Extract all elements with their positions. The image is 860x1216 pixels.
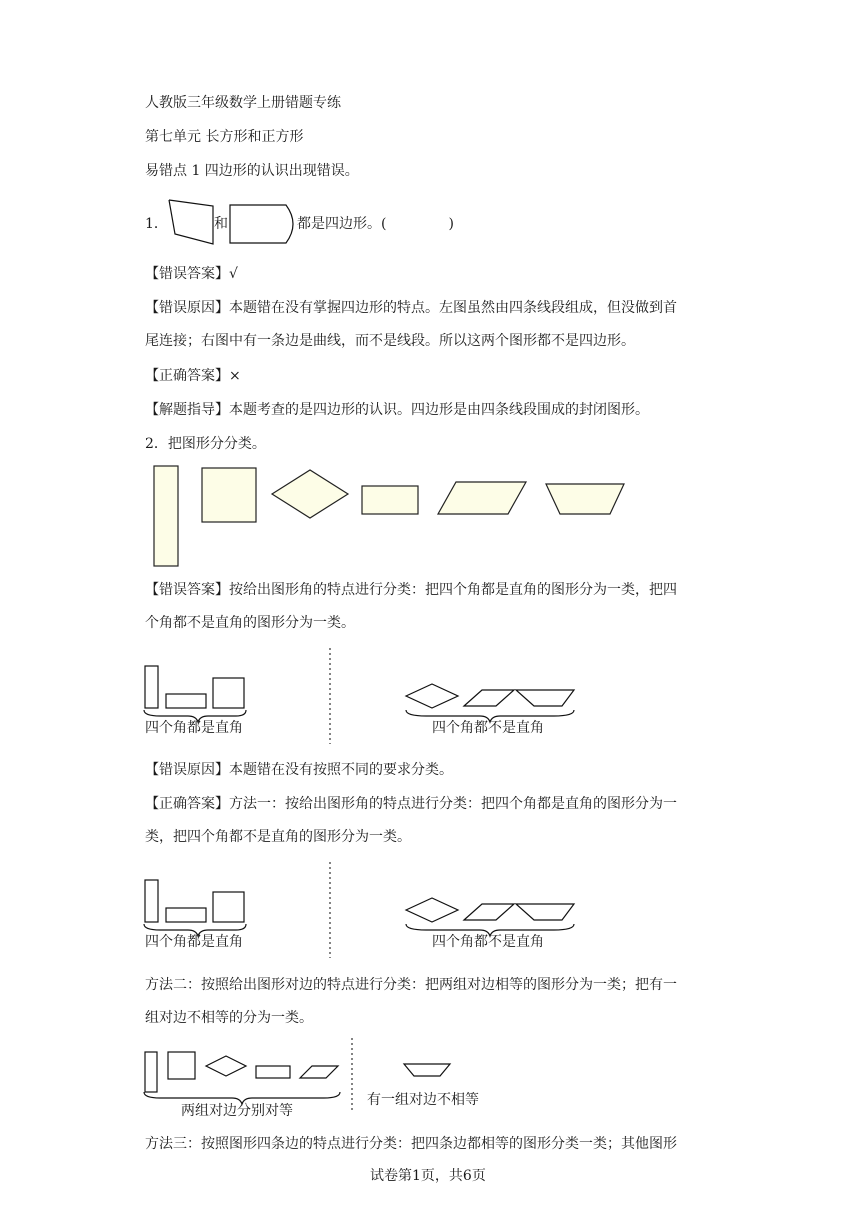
q1-correct-answer: 【正确答案】× — [145, 368, 241, 384]
rhombus-shape — [272, 470, 348, 518]
q1-paren-close: ) — [448, 216, 454, 232]
q1-statement — [297, 214, 454, 234]
q2-correct-line1: 【正确答案】方法一：按给出图形角的特点进行分类：把四个角都是直角的图形分为一 — [145, 796, 677, 812]
unit-title: 第七单元 长方形和正方形 — [145, 129, 304, 145]
q2-shapes-row — [150, 462, 650, 572]
q1-statement-text: 都是四边形。( — [297, 216, 387, 232]
page-footer: 试卷第1页，共6页 — [370, 1168, 486, 1184]
label-four-right-angles-1: 四个角都是直角 — [145, 720, 243, 736]
q1-wrong-reason-line1: 【错误原因】本题错在没有掌握四边形的特点。左图虽然由四条线段组成，但没做到首 — [145, 300, 677, 316]
rectangle-shape — [362, 486, 418, 514]
q1-wrong-answer: 【错误答案】√ — [145, 266, 238, 282]
q1-number: 1． — [145, 216, 168, 232]
q1-and: 和 — [214, 216, 228, 232]
method3-line: 方法三：按照图形四条边的特点进行分类：把四条边都相等的图形分类一类；其他图形 — [145, 1136, 677, 1152]
q1-curved-shape — [228, 203, 300, 245]
q2-wrong-answer-line2: 个角都不是直角的图形分为一类。 — [145, 615, 355, 631]
q1-guide: 【解题指导】本题考查的是四边形的认识。四边形是由四条线段围成的封闭图形。 — [145, 402, 649, 418]
doc-title: 人教版三年级数学上册错题专练 — [145, 95, 341, 111]
q2-wrong-answer-line1: 【错误答案】按给出图形角的特点进行分类：把四个角都是直角的图形分为一类，把四 — [145, 582, 677, 598]
label-two-pairs-equal: 两组对边分别对等 — [181, 1103, 293, 1119]
label-one-pair-unequal: 有一组对边不相等 — [367, 1092, 479, 1108]
q1-open-quadrilateral — [165, 198, 215, 246]
method2-line2: 组对边不相等的分为一类。 — [145, 1010, 313, 1026]
square-shape — [202, 468, 256, 522]
error-point-title: 易错点 1 四边形的认识出现错误。 — [145, 163, 359, 179]
q1-wrong-reason-line2: 尾连接；右图中有一条边是曲线，而不是线段。所以这两个图形都不是四边形。 — [145, 333, 635, 349]
q2-title: 2．把图形分分类。 — [145, 436, 266, 452]
q2-wrong-reason: 【错误原因】本题错在没有按照不同的要求分类。 — [145, 762, 453, 778]
label-four-right-angles-2: 四个角都是直角 — [145, 934, 243, 950]
method2-line1: 方法二：按照给出图形对边的特点进行分类：把两组对边相等的图形分为一类；把有一 — [145, 977, 677, 993]
label-no-right-angles-1: 四个角都不是直角 — [432, 720, 544, 736]
parallelogram-shape — [438, 482, 526, 514]
trapezoid-shape — [546, 484, 624, 514]
q2-correct-line2: 类，把四个角都不是直角的图形分为一类。 — [145, 829, 411, 845]
label-no-right-angles-2: 四个角都不是直角 — [432, 934, 544, 950]
tall-rectangle-shape — [154, 466, 178, 566]
